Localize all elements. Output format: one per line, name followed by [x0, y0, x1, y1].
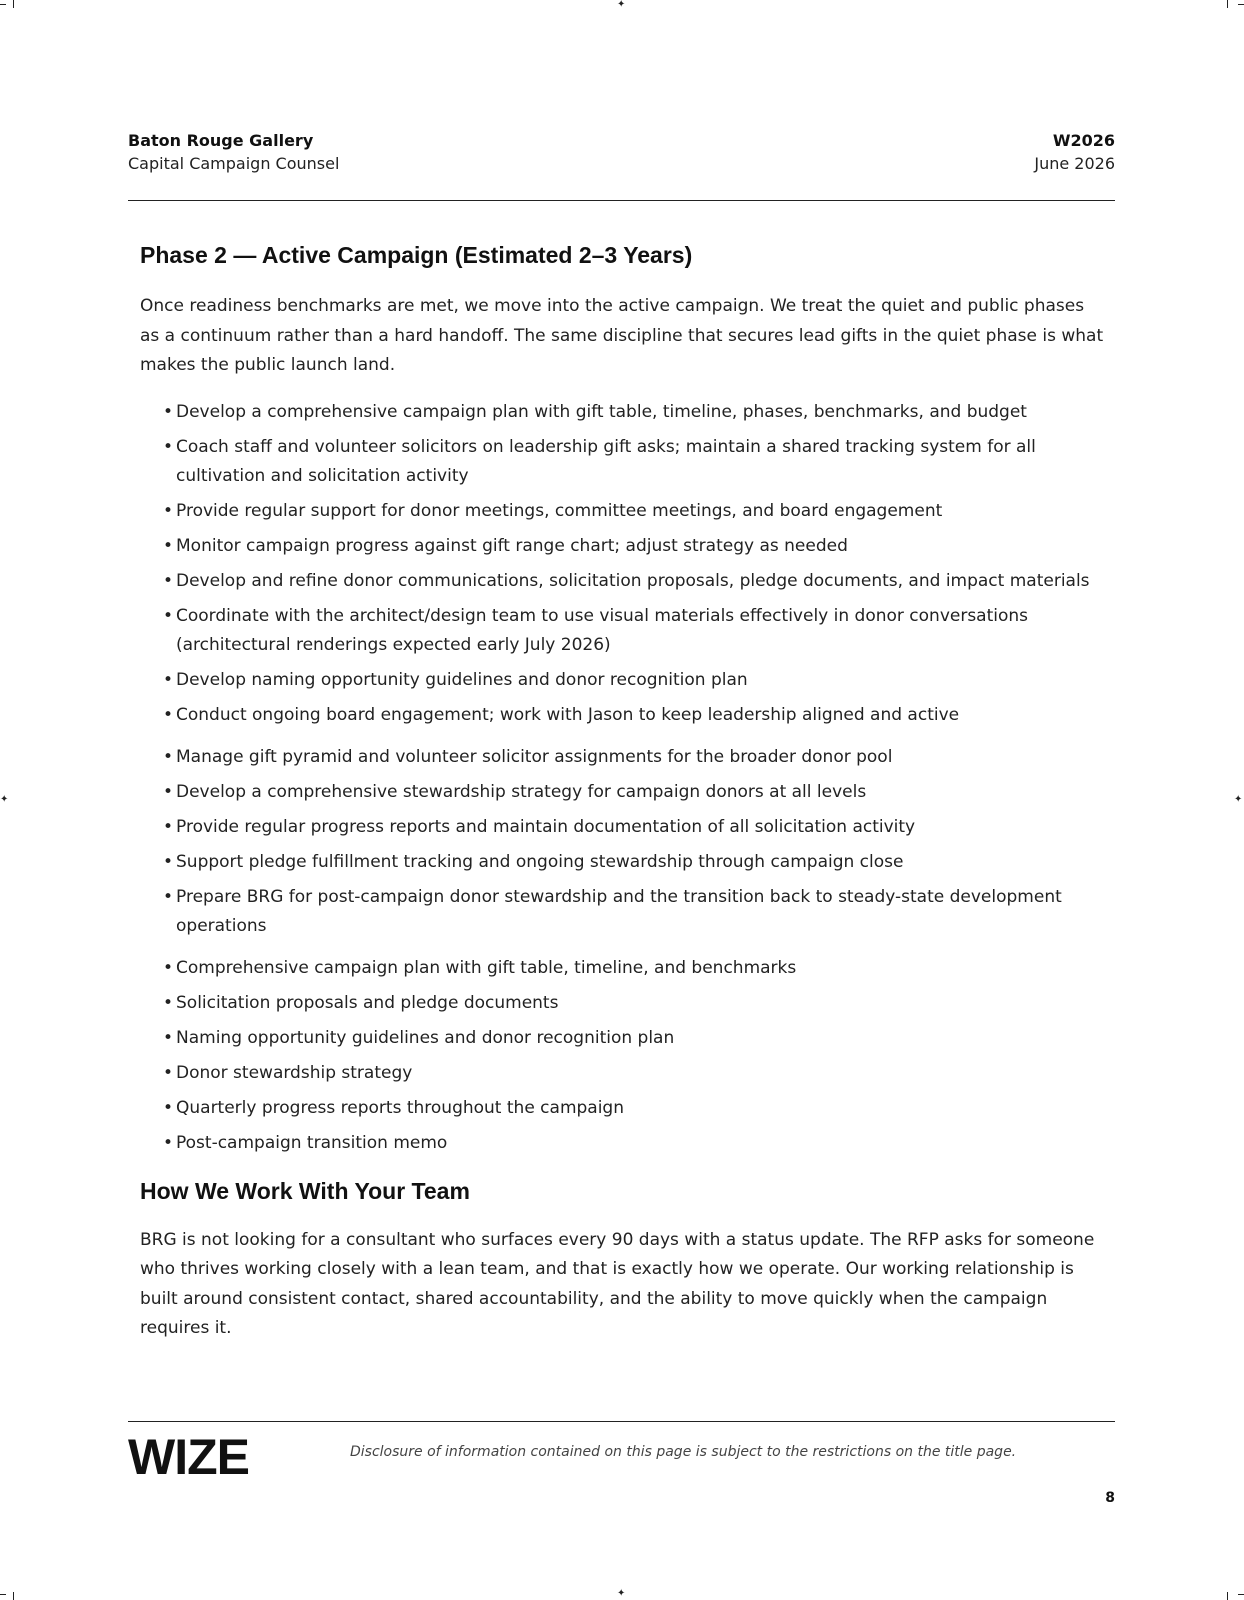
crop-mark — [13, 0, 14, 8]
crop-mark — [1238, 4, 1244, 5]
list-item: • Prepare BRG for post-campaign donor stewardship and the transition back to steady-state development operations — [176, 883, 1105, 941]
crop-mark — [1227, 0, 1228, 8]
document-code: W2026 — [1052, 131, 1115, 150]
page-content — [140, 240, 1105, 1344]
header-left — [128, 130, 339, 176]
public-phase-list — [140, 743, 1105, 941]
registration-mark-icon: ✦ — [617, 1588, 626, 1599]
page-header — [128, 130, 1115, 201]
phase2-heading: Phase 2 — Active Campaign (Estimated 2–3 Years) — [140, 242, 693, 268]
header-subtitle: Capital Campaign Counsel — [128, 154, 340, 173]
team-body: BRG is not looking for a consultant who surfaces every 90 days with a status update. The RFP asks for someone who thrives working closely with a lean team, and that is exactly how we operate. Our working relationship is built around consistent contact, shared accountability, and the ability to move quickly when the campaign requires it. — [140, 1229, 1095, 1338]
list-item: • Donor stewardship strategy — [176, 1059, 1105, 1088]
list-item: • Develop naming opportunity guidelines and donor recognition plan — [176, 666, 1105, 695]
crop-mark — [13, 1592, 14, 1600]
registration-mark-icon: ✦ — [0, 794, 9, 805]
list-item: • Solicitation proposals and pledge documents — [176, 989, 1105, 1018]
list-item: • Provide regular support for donor meetings, committee meetings, and board engagement — [176, 497, 1105, 526]
header-right — [1034, 130, 1115, 176]
list-item: • Monitor campaign progress against gift range chart; adjust strategy as needed — [176, 532, 1105, 561]
page-number: 8 — [1105, 1490, 1115, 1506]
deliverables-list — [140, 954, 1105, 1158]
crop-mark — [1227, 1592, 1228, 1600]
registration-mark-icon: ✦ — [1234, 794, 1243, 805]
list-item: • Support pledge fulfillment tracking and ongoing stewardship through campaign close — [176, 848, 1105, 877]
quiet-phase-list — [140, 398, 1105, 730]
list-item: • Provide regular progress reports and maintain documentation of all solicitation activity — [176, 813, 1105, 842]
list-item: • Develop a comprehensive stewardship strategy for campaign donors at all levels — [176, 778, 1105, 807]
registration-mark-icon: ✦ — [617, 0, 626, 10]
crop-mark — [1238, 1594, 1244, 1595]
list-item: • Coach staff and volunteer solicitors on leadership gift asks; maintain a shared tracking system for all cultivation and solicitation activity — [176, 433, 1105, 491]
disclosure-notice: Disclosure of information contained on this page is subject to the restrictions on the title page. — [350, 1444, 1017, 1460]
team-heading: How We Work With Your Team — [140, 1177, 470, 1204]
list-item: • Coordinate with the architect/design team to use visual materials effectively in donor conversations (architectural renderings expected early July 2026) — [176, 602, 1105, 660]
crop-mark — [0, 4, 6, 5]
list-item: • Post-campaign transition memo — [176, 1129, 1105, 1158]
crop-mark — [0, 1594, 6, 1595]
list-item: • Quarterly progress reports throughout the campaign — [176, 1094, 1105, 1123]
list-item: • Comprehensive campaign plan with gift table, timeline, and benchmarks — [176, 954, 1105, 983]
list-item: • Develop a comprehensive campaign plan with gift table, timeline, phases, benchmarks, and budget — [176, 398, 1105, 427]
list-item: • Develop and refine donor communications, solicitation proposals, pledge documents, and impact materials — [176, 567, 1105, 596]
wize-logo: WIZE — [128, 1429, 249, 1485]
list-item: • Manage gift pyramid and volunteer solicitor assignments for the broader donor pool — [176, 743, 1105, 772]
list-item: • Conduct ongoing board engagement; work with Jason to keep leadership aligned and active — [176, 701, 1105, 730]
organization-name: Baton Rouge Gallery — [128, 131, 314, 150]
document-date: June 2026 — [1034, 154, 1115, 173]
phase2-intro: Once readiness benchmarks are met, we move into the active campaign. We treat the quiet and public phases as a continuum rather than a hard handoff. The same discipline that secures lead gifts in the quiet phase is what makes the public launch land. — [140, 296, 1104, 375]
list-item: • Naming opportunity guidelines and donor recognition plan — [176, 1024, 1105, 1053]
page-footer — [128, 1421, 1115, 1512]
